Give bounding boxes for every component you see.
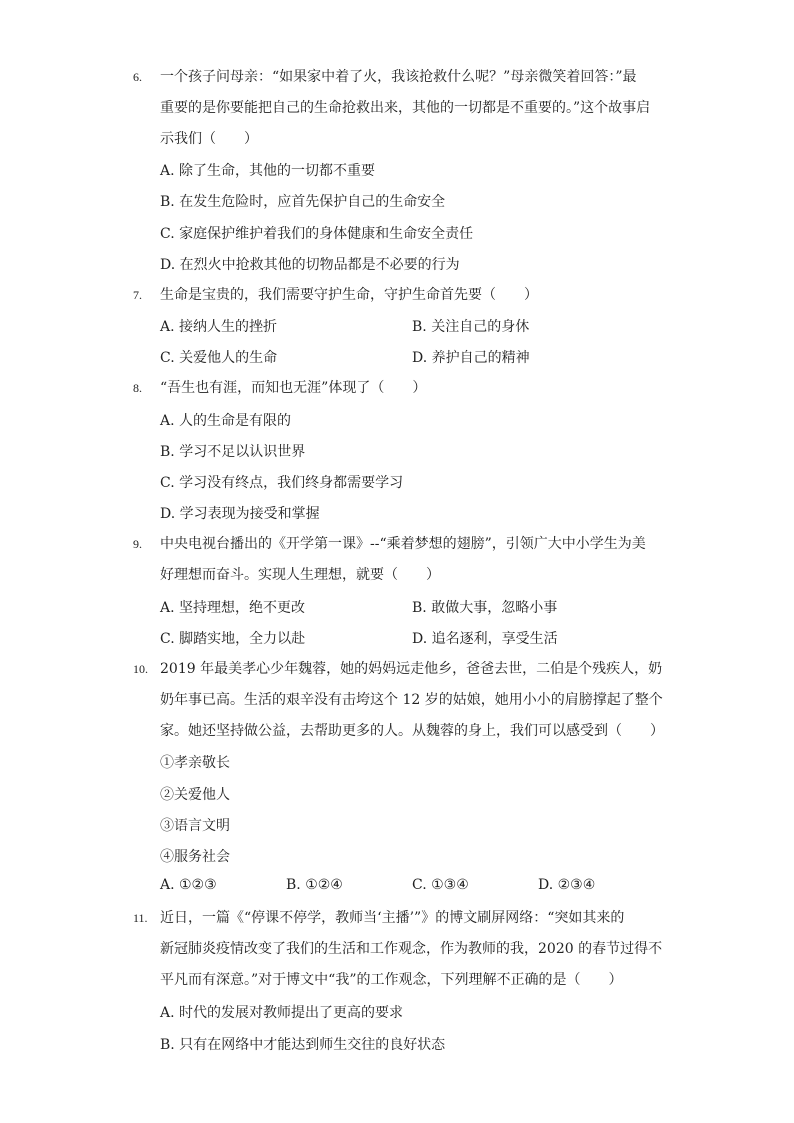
question-stem: [160, 373, 663, 404]
stem-line: 重要的是你要能把自己的生命抢救出来，其他的一切都是不重要的。”这个故事启: [160, 100, 651, 116]
question-stem: [160, 280, 663, 311]
option-d: D. ②③④: [538, 877, 596, 893]
option-d: D. 追名逐利，享受生活: [412, 631, 558, 647]
option-a: A. 除了生命，其他的一切都不重要: [160, 163, 376, 179]
question-11: [133, 903, 663, 996]
statement-item: ①孝亲敬长: [160, 755, 230, 771]
question-number: 7.: [133, 288, 142, 302]
stem-line: 中央电视台播出的《开学第一课》--“乘着梦想的翅膀”，引领广大中小学生为美: [160, 536, 646, 552]
question-stem: [160, 529, 663, 591]
question-number: 11.: [133, 911, 148, 925]
statement-item: ②关爱他人: [160, 787, 230, 803]
option-c: C. 关爱他人的生命: [160, 350, 278, 366]
question-stem: [160, 654, 663, 747]
stem-line: 平凡而有深意。”对于博文中“我”的工作观念，下列理解不正确的是（ ）: [160, 972, 623, 988]
option-a: A. 人的生命是有限的: [160, 413, 292, 429]
question-6: [133, 62, 663, 155]
stem-line: 近日，一篇《“停课不停学，教师当‘主播’”》的博文刷屏网络：“突如其来的: [160, 910, 625, 926]
question-number: 9.: [133, 537, 142, 551]
question-stem: [160, 903, 663, 996]
stem-line: 新冠肺炎疫情改变了我们的生活和工作观念，作为教师的我，2020 的春节过得不: [160, 941, 663, 957]
stem-line: 奶年事已高。生活的艰辛没有击垮这个 12 岁的姑娘，她用小小的肩膀撑起了整个: [160, 692, 663, 708]
option-d: D. 学习表现为接受和掌握: [160, 506, 320, 522]
option-c: C. 家庭保护维护着我们的身体健康和生命安全责任: [160, 226, 474, 242]
option-b: B. 敢做大事，忽略小事: [412, 600, 558, 616]
question-number: 10.: [133, 662, 148, 676]
option-c: C. 学习没有终点，我们终身都需要学习: [160, 475, 404, 491]
stem-line: 生命是宝贵的，我们需要守护生命，守护生命首先要（ ）: [160, 287, 538, 303]
stem-line: 2019 年最美孝心少年魏蓉，她的妈妈远走他乡，爸爸去世，二伯是个残疾人，奶: [160, 661, 663, 677]
stem-line: 示我们（ ）: [160, 131, 258, 147]
option-b: B. 关注自己的身休: [412, 319, 530, 335]
option-b: B. 学习不足以认识世界: [160, 444, 306, 460]
question-9: [133, 529, 663, 591]
option-d: D. 在烈火中抢救其他的切物品都是不必要的行为: [160, 257, 460, 273]
question-stem: [160, 62, 663, 155]
stem-line: 家。她还坚持做公益，去帮助更多的人。从魏蓉的身上，我们可以感受到（ ）: [160, 723, 664, 739]
stem-line: 一个孩子问母亲：“如果家中着了火，我该抢救什么呢？”母亲微笑着回答：”最: [160, 69, 637, 85]
option-d: D. 养护自己的精神: [412, 350, 530, 366]
option-a: A. ①②③: [160, 877, 217, 893]
option-b: B. 在发生危险时，应首先保护自己的生命安全: [160, 194, 446, 210]
question-7: [133, 280, 663, 311]
question-number: 8.: [133, 381, 142, 395]
question-number: 6.: [133, 70, 142, 84]
option-c: C. 脚踏实地，全力以赴: [160, 631, 306, 647]
statement-item: ③语言文明: [160, 818, 230, 834]
statement-item: ④服务社会: [160, 849, 230, 865]
question-10: [133, 654, 663, 747]
option-c: C. ①③④: [412, 877, 469, 893]
question-8: [133, 373, 663, 404]
option-a: A. 坚持理想，绝不更改: [160, 600, 306, 616]
option-b: B. 只有在网络中才能达到师生交往的良好状态: [160, 1037, 446, 1053]
option-b: B. ①②④: [286, 877, 343, 893]
stem-line: 好理想而奋斗。实现人生理想，就要（ ）: [160, 567, 440, 583]
option-a: A. 接纳人生的挫折: [160, 319, 278, 335]
option-a: A. 时代的发展对教师提出了更高的要求: [160, 1005, 404, 1021]
stem-line: “吾生也有涯，而知也无涯”体现了（ ）: [160, 380, 427, 396]
